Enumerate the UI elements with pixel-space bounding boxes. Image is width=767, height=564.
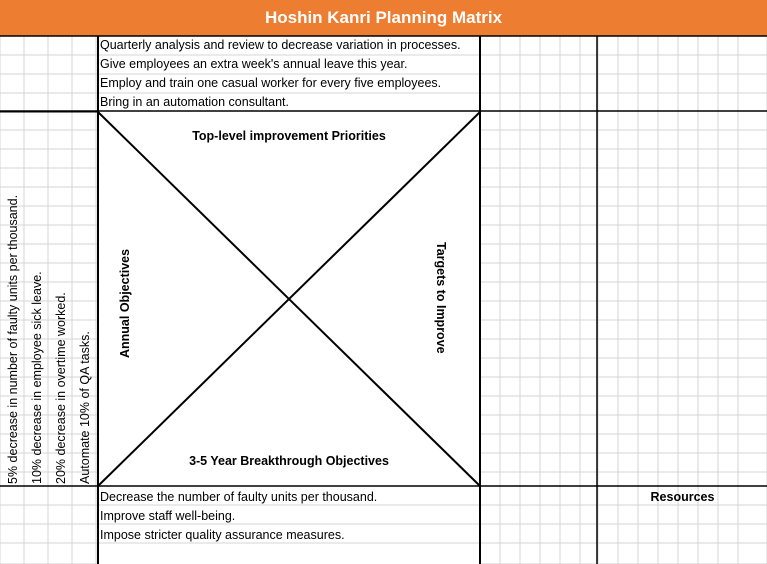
bottom-row-1[interactable]: Decrease the number of faulty units per thousand. [100,490,378,504]
bottom-row-3[interactable]: Impose stricter quality assurance measures. [100,528,345,542]
sheet-title: Hoshin Kanri Planning Matrix [264,8,503,27]
top-row-2[interactable]: Give employees an extra week's annual leave this year. [100,57,408,71]
matrix-bottom-label: 3-5 Year Breakthrough Objectives [189,454,389,468]
left-column-2[interactable]: 10% decrease in employee sick leave. [30,271,44,484]
resources-label: Resources [650,490,715,504]
top-row-1[interactable]: Quarterly analysis and review to decrease variation in processes. [100,38,461,52]
left-column-3[interactable]: 20% decrease in overtime worked. [54,292,68,484]
bottom-row-2[interactable]: Improve staff well-being. [100,509,236,523]
left-column-1[interactable]: 5% decrease in number of faulty units per thousand. [6,194,20,484]
top-row-4[interactable]: Bring in an automation consultant. [100,95,290,109]
top-row-3[interactable]: Employ and train one casual worker for every five employees. [100,76,442,90]
matrix-top-label: Top-level improvement Priorities [192,129,386,143]
matrix-right-label: Targets to Improve [434,242,448,354]
matrix-left-label: Annual Objectives [118,248,132,358]
left-column-4[interactable]: Automate 10% of QA tasks. [78,331,92,484]
